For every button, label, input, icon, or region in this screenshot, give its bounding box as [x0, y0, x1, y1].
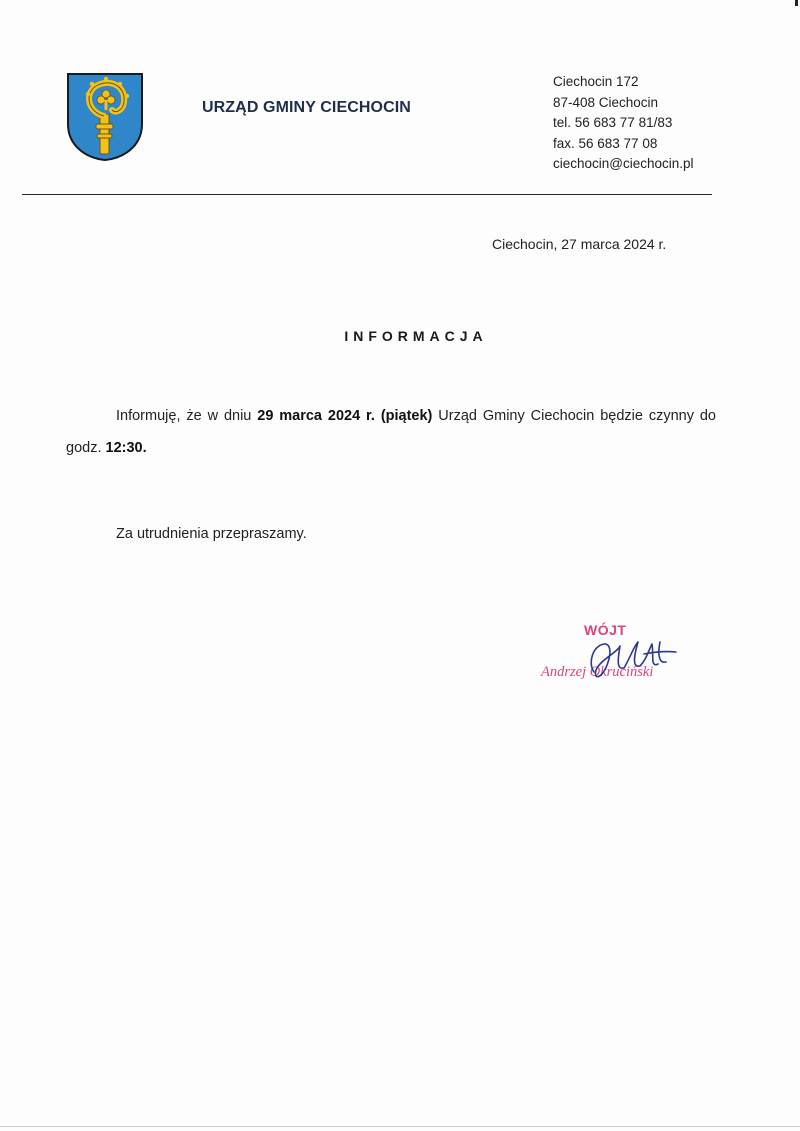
address-phone: tel. 56 683 77 81/83	[553, 115, 673, 130]
body-text-part2: Urząd Gminy Ciechocin będzie czynny do godz.	[66, 408, 716, 456]
address-email: ciechocin@ciechocin.pl	[553, 156, 694, 171]
stamp-title: WÓJT	[584, 622, 627, 638]
header-divider	[22, 194, 712, 195]
apology-text: Za utrudnienia przepraszamy.	[116, 526, 307, 542]
scan-corner-mark	[795, 0, 798, 6]
address-postal: 87-408 Ciechocin	[553, 94, 659, 110]
address-fax: fax. 56 683 77 08	[553, 135, 658, 151]
body-time-bold: 12:30.	[105, 440, 147, 456]
body-text-part1: Informuję, że w dniu	[116, 408, 258, 424]
coat-of-arms-crosier-icon	[66, 72, 144, 162]
office-address	[553, 72, 694, 175]
handwritten-signature-icon	[574, 634, 684, 684]
page-bottom-edge	[0, 1126, 800, 1127]
address-street: Ciechocin 172	[553, 74, 639, 89]
office-name: URZĄD GMINY CIECHOCIN	[202, 99, 411, 116]
announcement-body	[66, 400, 716, 464]
body-date-bold: 29 marca 2024 r. (piątek)	[257, 408, 433, 424]
signature-stamp	[530, 620, 690, 690]
stamp-name: Andrzej Okruciński	[541, 664, 654, 680]
document-date: Ciechocin, 27 marca 2024 r.	[492, 236, 667, 252]
document-title: INFORMACJA	[344, 328, 488, 344]
